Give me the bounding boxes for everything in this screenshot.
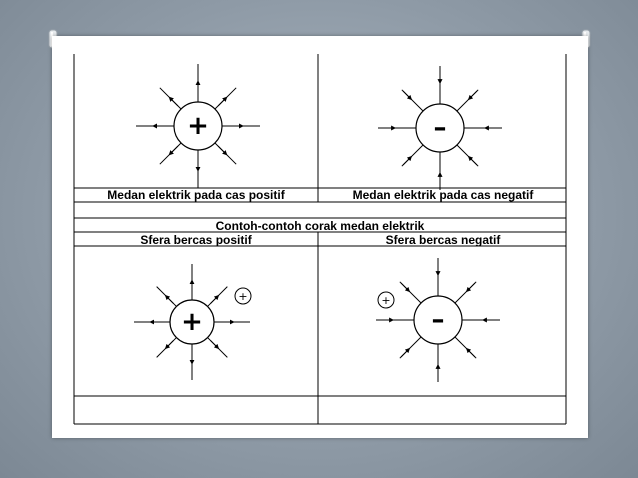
field-arrow <box>401 283 409 291</box>
field-arrow <box>218 146 226 154</box>
examples-title: Contoh-contoh corak medan elektrik <box>215 219 425 233</box>
field-arrow <box>469 157 477 165</box>
plus-sign: + <box>187 111 209 141</box>
field-arrow <box>467 283 475 291</box>
field-arrow <box>403 157 411 165</box>
field-arrow <box>211 341 219 349</box>
positive-field-caption: Medan elektrik pada cas positif <box>107 188 285 202</box>
field-arrow <box>467 349 475 357</box>
test-charge-sign: + <box>381 294 391 307</box>
positive-sphere-caption: Sfera bercas positif <box>140 233 252 247</box>
plus-sign: + <box>181 307 203 337</box>
test-charge-sign: + <box>238 290 248 303</box>
slide-card <box>52 36 588 438</box>
field-arrow <box>218 97 226 105</box>
negative-field-caption: Medan elektrik pada cas negatif <box>352 188 534 202</box>
field-arrow <box>166 296 174 304</box>
negative-sphere-caption: Sfera bercas negatif <box>385 233 501 247</box>
minus-sign: – <box>431 305 445 335</box>
minus-sign: – <box>433 113 447 143</box>
field-arrow <box>401 349 409 357</box>
field-arrow <box>166 341 174 349</box>
field-arrow <box>169 146 177 154</box>
field-arrow <box>211 296 219 304</box>
field-arrow <box>469 91 477 99</box>
field-arrow <box>403 91 411 99</box>
field-arrow <box>169 97 177 105</box>
